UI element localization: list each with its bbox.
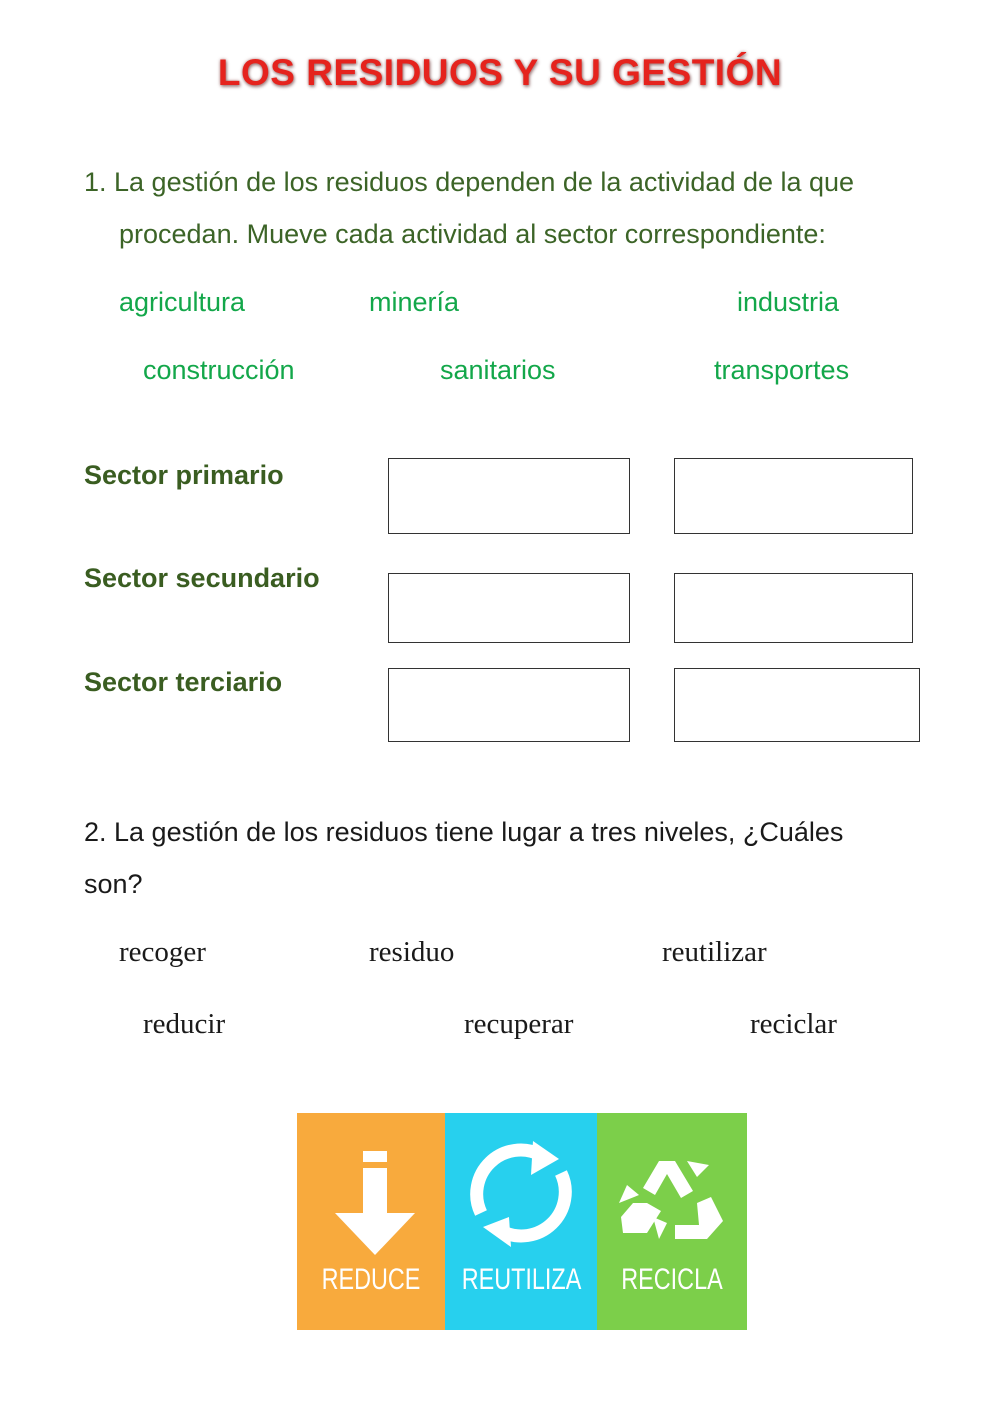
option-word-recoger[interactable]: recoger bbox=[119, 936, 206, 968]
drop-box-terciario-1[interactable] bbox=[388, 668, 630, 742]
question-2-line-1: 2. La gestión de los residuos tiene lugar a tres niveles, ¿Cuáles bbox=[84, 817, 844, 847]
draggable-word-mineria[interactable]: minería bbox=[369, 287, 460, 317]
sector-terciario-label: Sector terciario bbox=[84, 667, 283, 697]
three-r-banner bbox=[297, 1113, 747, 1330]
page-title: LOS RESIDUOS Y SU GESTIÓN bbox=[217, 52, 783, 93]
reduce-panel bbox=[297, 1113, 445, 1330]
question-2-line-2: son? bbox=[84, 869, 143, 899]
option-word-reutilizar[interactable]: reutilizar bbox=[662, 936, 767, 968]
draggable-word-transportes[interactable]: transportes bbox=[714, 355, 850, 385]
option-word-residuo[interactable]: residuo bbox=[369, 936, 455, 968]
reduce-label: REDUCE bbox=[321, 1263, 421, 1296]
option-word-reducir[interactable]: reducir bbox=[143, 1008, 226, 1040]
question-1-line-1: 1. La gestión de los residuos dependen de la actividad de la que bbox=[84, 167, 855, 197]
sector-primario-label: Sector primario bbox=[84, 460, 284, 490]
draggable-word-construccion[interactable]: construcción bbox=[143, 355, 295, 385]
sector-secundario-label: Sector secundario bbox=[84, 563, 320, 593]
arrow-down-icon bbox=[297, 1113, 445, 1263]
circular-arrows-icon bbox=[445, 1113, 597, 1263]
recycle-icon bbox=[597, 1113, 747, 1263]
drop-box-secundario-2[interactable] bbox=[674, 573, 913, 643]
draggable-word-sanitarios[interactable]: sanitarios bbox=[440, 355, 556, 385]
option-word-reciclar[interactable]: reciclar bbox=[750, 1008, 837, 1040]
drop-box-primario-1[interactable] bbox=[388, 458, 630, 534]
reutiliza-panel bbox=[445, 1113, 597, 1330]
reutiliza-label: REUTILIZA bbox=[461, 1263, 582, 1296]
draggable-word-agricultura[interactable]: agricultura bbox=[119, 287, 246, 317]
recicla-label: RECICLA bbox=[621, 1263, 723, 1296]
recicla-panel bbox=[597, 1113, 747, 1330]
draggable-word-industria[interactable]: industria bbox=[737, 287, 840, 317]
drop-box-terciario-2[interactable] bbox=[674, 668, 920, 742]
drop-box-primario-2[interactable] bbox=[674, 458, 913, 534]
drop-box-secundario-1[interactable] bbox=[388, 573, 630, 643]
option-word-recuperar[interactable]: recuperar bbox=[464, 1008, 574, 1040]
question-1-line-2: procedan. Mueve cada actividad al sector correspondiente: bbox=[119, 219, 826, 249]
